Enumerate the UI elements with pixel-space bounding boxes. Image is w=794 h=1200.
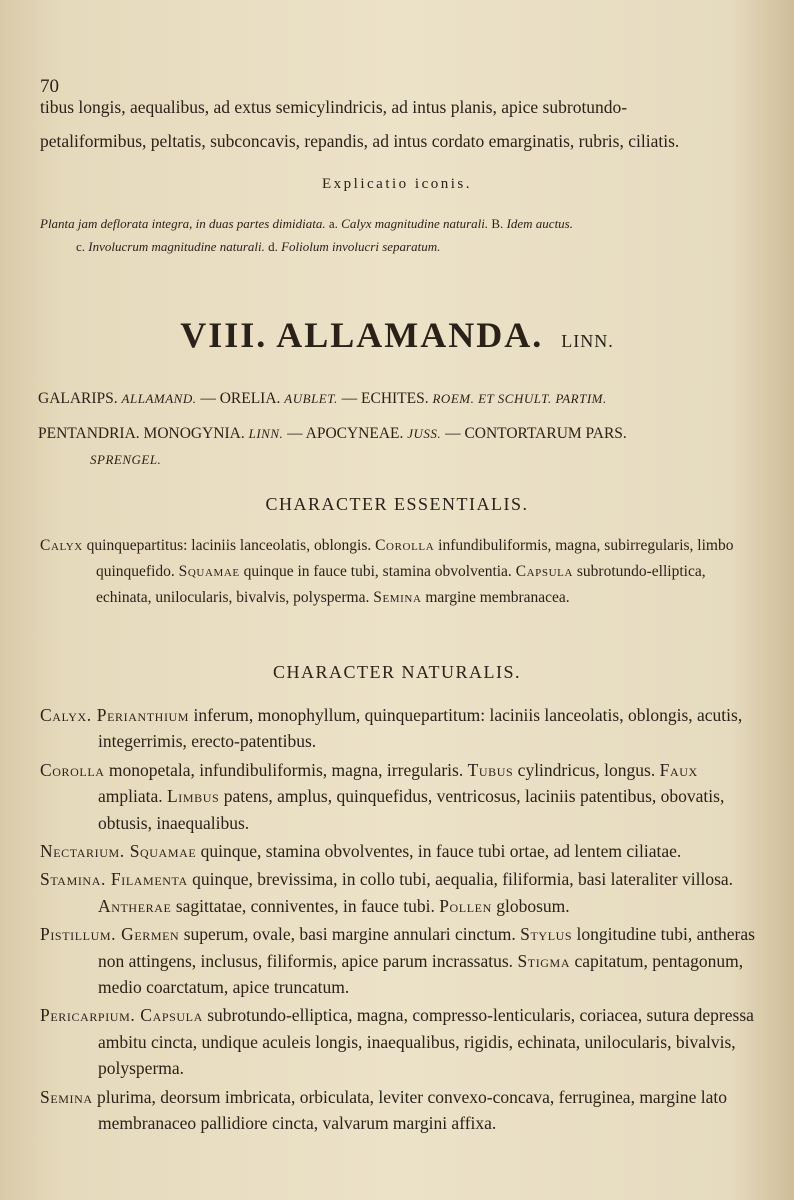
caption-text: Foliolum involucri separatum. — [277, 239, 441, 254]
term: Pollen — [439, 895, 492, 916]
genus-heading — [0, 314, 794, 356]
caption-line-2 — [40, 235, 756, 258]
term: Pistillum. — [40, 924, 117, 945]
figure-caption — [40, 212, 756, 258]
term: Filamenta — [105, 869, 188, 890]
synonym: GALARIPS. — [38, 390, 122, 407]
desc: inferum, monophyllum, quinquepartitum: laciniis lanceolatis, oblongis, acutis, integerrimis, erecto-patentibus. — [98, 705, 743, 752]
desc: margine membranacea. — [421, 589, 570, 606]
term: Germen — [116, 924, 180, 945]
explicatio-heading: Explicatio iconis. — [322, 176, 472, 192]
term: Antherae — [98, 895, 172, 916]
term: Tubus — [467, 759, 514, 780]
caption-letter: c. — [76, 239, 86, 254]
desc: subrotundo-elliptica, magna, compresso-lenticularis, coriacea, sutura depressa ambitu cincta, undique aculeis longis, inaequalibus, rigidis, echinata, unilocularis, bivalvis, polysperma. — [98, 1005, 754, 1079]
entry-corolla — [40, 757, 756, 836]
class-text: — CONTORTARUM PARS. — [441, 425, 627, 442]
term: Stamina. — [40, 869, 106, 890]
term: Stigma — [517, 950, 571, 971]
entry-semina — [40, 1084, 756, 1137]
desc: quinque, brevissima, in collo tubi, aequalia, filiformia, basi lateraliter villosa. — [187, 869, 734, 890]
caption-letter: d. — [268, 239, 278, 254]
term: Limbus — [167, 786, 220, 807]
essentialis-entry — [40, 533, 756, 611]
term: Corolla — [40, 759, 105, 780]
classification-row — [38, 421, 760, 447]
entry-pericarpium — [40, 1002, 756, 1081]
term: Squamae — [124, 841, 197, 862]
term: Capsula — [515, 563, 574, 580]
caption-letter: a. — [328, 216, 338, 231]
term: Perianthium — [91, 705, 190, 725]
essentialis-paragraph — [40, 533, 756, 612]
entry-stamina — [40, 866, 756, 919]
term: Calyx — [40, 537, 83, 554]
term: Squamae — [178, 563, 240, 580]
class-text: — APOCYNEAE. — [283, 425, 408, 442]
class-author: JUSS. — [407, 426, 442, 441]
term: Semina — [40, 1086, 93, 1107]
desc: infundibuliformis, magna, subirregularis, limbo quinquefido. — [96, 537, 734, 580]
synonym-author: ALLAMAND. — [121, 391, 197, 406]
naturalis-heading: CHARACTER NATURALIS. — [272, 662, 521, 682]
desc: plurima, deorsum imbricata, orbiculata, leviter convexo-concava, ferruginea, margine lato membranaceo pallidiore cincta, valvarum margini affixa. — [92, 1086, 727, 1134]
caption-text: Planta jam deflorata integra, in duas partes dimidiata. — [40, 216, 329, 231]
term: Corolla — [375, 537, 435, 554]
desc: quinquepartitus: laciniis lanceolatis, oblongis. — [82, 537, 376, 554]
intro-paragraph — [40, 90, 754, 158]
term: Stylus — [520, 924, 573, 945]
genus-title: VIII. ALLAMANDA. — [180, 315, 544, 355]
term: Calyx. — [40, 705, 92, 725]
intro-line-1: tibus longis, aequalibus, ad extus semicylindricis, ad intus planis, apice subrotundo- — [40, 97, 628, 117]
desc: ampliata. — [98, 786, 168, 807]
page-number: 70 — [40, 76, 59, 97]
classification-row — [38, 447, 760, 473]
synonyms-line — [38, 386, 760, 412]
caption-letter: B. — [491, 216, 504, 231]
desc: capitatum, pentagonum, medio coarctatum, apice truncatum. — [98, 950, 744, 998]
term: Pericarpium. — [40, 1005, 136, 1026]
desc: superum, ovale, basi margine annulari cinctum. — [179, 924, 521, 945]
desc: quinque in fauce tubi, stamina obvolventia. — [239, 563, 516, 580]
caption-text: Idem auctus. — [503, 216, 573, 231]
synonym: — ECHITES. — [337, 390, 433, 407]
caption-text: Calyx magnitudine naturali. — [337, 216, 492, 231]
desc: patens, amplus, quinquefidus, ventricosus, laciniis patentibus, obovatis, obtusis, inaequalibus. — [98, 786, 725, 833]
class-author: LINN. — [248, 426, 284, 441]
desc: quinque, stamina obvolventes, in fauce tubi ortae, ad lentem ciliatae. — [196, 841, 682, 862]
synonym-author: AUBLET. — [284, 391, 338, 406]
caption-line-1 — [40, 212, 756, 235]
genus-author: LINN. — [561, 331, 614, 351]
synonym-author: ROEM. ET SCHULT. PARTIM. — [432, 391, 607, 406]
term: Nectarium. — [40, 841, 125, 862]
caption-text: Involucrum magnitudine naturali. — [85, 239, 269, 254]
class-text: PENTANDRIA. MONOGYNIA. — [38, 425, 249, 442]
desc: cylindricus, longus. — [513, 759, 660, 780]
desc: monopetala, infundibuliformis, magna, irregularis. — [104, 759, 468, 780]
desc: longitudine tubi, antheras non attingens, inclusus, filiformis, apice parum incrassatus. — [98, 924, 755, 971]
desc: sagittatae, conniventes, in fauce tubi. — [171, 895, 440, 916]
term: Capsula — [135, 1005, 203, 1026]
entry-calyx — [40, 702, 756, 755]
desc: subrotundo-elliptica, echinata, unilocularis, bivalvis, polysperma. — [96, 563, 706, 606]
desc: globosum. — [491, 895, 570, 916]
naturalis-section — [40, 702, 756, 1139]
term: Semina — [373, 589, 422, 606]
synonym: — ORELIA. — [196, 390, 285, 407]
entry-nectarium — [40, 838, 756, 864]
term: Faux — [659, 759, 698, 780]
classification-line — [38, 421, 760, 473]
intro-line-2: petaliformibus, peltatis, subconcavis, repandis, ad intus cordato emarginatis, rubris, ciliatis. — [40, 131, 680, 151]
entry-pistillum — [40, 921, 756, 1000]
essentialis-heading: CHARACTER ESSENTIALIS. — [265, 494, 529, 514]
class-author: SPRENGEL. — [90, 452, 162, 467]
